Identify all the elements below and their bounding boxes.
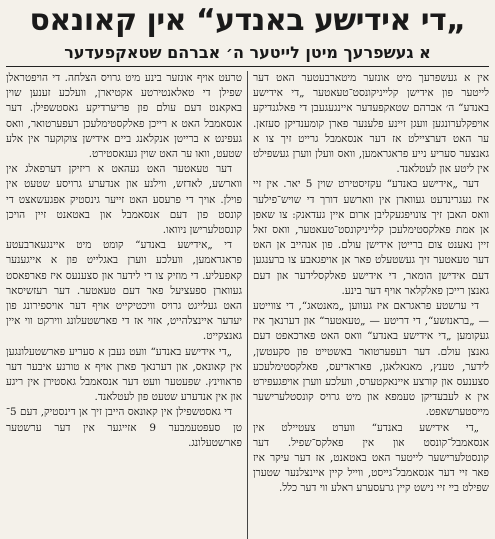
header-rule bbox=[6, 66, 489, 67]
paragraph: דער טעאטער האט געהאט א ריזיקן דערפאלג אין ווארשע, לאדזש, ווילנע און אנדערע גרויסע שטעט אין פוילן. אויך די פרעסע האט זייער גינסטיק אפגעשאצט די קונסט פון דעם אנסאמבל און באטאנט זיין הויכן קונסטלערישן ניוואו. bbox=[6, 163, 242, 237]
paragraph: דער „אידישע באנדע“ עקזיסטירט שוין 5 יאר. אין זיי איז געגרינדעט געווארן אין ווארשע דורך די שויש־פילער וואס האבן זיך צונויפגעקליבן ארום איין געדאנק: צו שאפן אן אמת פאלקסטימלעכן קלייניקונסט־טעאטער, וואס זאל זיין נאענט צום ברייטן אידישן עולם. פון אנהייב אן האט דער טעאטער זיך געשטעלט פאר אן אויפגאבע צו ברענגען דעם אידישן הומאר, די אידישע פאלקסלידער און דעם גאנצן רייכן פאלקלאר אויף דער בינע. bbox=[253, 178, 489, 297]
paragraph: „די אידישע באנדע“ ווערט צעטיילט אין אנסאמבל־קונסט און אין פאלקס־שפיל. דער קונסטלערישער לייטער האט באטאנט, אז דער עיקר איז פאר זיי דער אנסאמבל־גייסט, ווייל קיין איינצלנער שטערן שפילט ביי זיי נישט קיין גרעסערע ראלע ווי דער כלל. bbox=[253, 421, 489, 495]
article-columns bbox=[6, 71, 489, 539]
paragraph: טרעט אויף אונזער בינע מיט גרויס הצלחה. די הויפטראלן שפילן די טאלאנטירטע אקטיארן, וועלכע זענען שוין באקאנט דעם עולם פון פריערדיקע גאסטשפילן. דער אנסאמבל האט א רייכן פאלקסטימלעכן רעפערטואר, וואס געפינט א ברייטן אנקלאנג ביים אידישן צוקוקער אין אלע שטעט, וואו ער האט שוין געגאסטירט. bbox=[6, 72, 242, 161]
subheadline: א געשפרעך מיטן לייטער ה׳ אברהם שטאקפעדער bbox=[64, 43, 431, 62]
paragraph: „די אידישע באנדע“ וועט געבן א סעריע פארשטעלונגען אין קאונאס, און דערנאך פארן אויף א טורנע איבער דער פראווינץ. שפעטער וועט דער אנסאמבל גאסטירן אין ריגע און אין אנדערע שטעט פון לעטלאנד. bbox=[6, 345, 242, 404]
headline: „די אידישע באנדע“ אין קאונאס bbox=[29, 3, 466, 38]
paragraph: די ערשטע פראגראם איז געווען „מאנטאג“, די צווייטע — „בראנזשע“, די דריטע — „טעאטער“ און דערנאך איז געקומען „די אידישע באנדע“ וואס האט פארכאפט דעם גאנצן עולם. דער רעפערטואר באשטייט פון סקעטשן, לידער, טענץ, מאנאלאגן, פאראדיעס, פאלקסטימלעכע סצענעס און קורצע איינאקטערס, וועלכע ווערן אויפגעפירט אין א לעבעדיקן טעמפא און מיט גרויס קונסטלערישער מייסטערשאפט. bbox=[253, 300, 489, 419]
paragraph: אין א געשפרעך מיט אונזער מיטארבעטער האט דער לייטער פון אידישן קלייניקונסט־טעאטער „די אידישע באנדע“ ה׳ אברהם שטאקפעדער איינגעגעבן די פאלגנדיקע אויפקלערונגען וועגן זיינע פלענער פארן קומענדיקן סעזאן. ער האט דערציילט אז דער אנסאמבל גרייט זיך צו א גאנצער סעריע נייע פראגראמען, וואס וועלן ווערן געשפילט אין ליטע און לעטלאנד. bbox=[253, 72, 489, 176]
article-column-left bbox=[6, 71, 242, 539]
paragraph: די „אידישע באנדע“ קומט מיט איינגעארבעטע פראגראמען, וועלכע ווערן באגלייט פון א אייגענער קאפעליע. די מוזיק צו די לידער און סצענעס איז פארפאסט געווארן ספעציעל פאר דעם טעאטער. דער רעזשיסאר האט געלייגט גרויס וויכטיקייט אויף דער אויספירונג פון יעדער איינצלהייט, אזוי אז די פארשטעלונג ווירקט ווי איין גאנצקייט. bbox=[6, 239, 242, 343]
column-divider bbox=[247, 71, 248, 539]
article-column-right bbox=[253, 71, 489, 539]
paragraph: די גאסטשפילן אין קאונאס הייבן זיך אן דינסטיק, דעם 5־טן סעפטעמבער 9 אזייגער אין דער ערשטער פארשטעלונג. bbox=[6, 406, 242, 449]
